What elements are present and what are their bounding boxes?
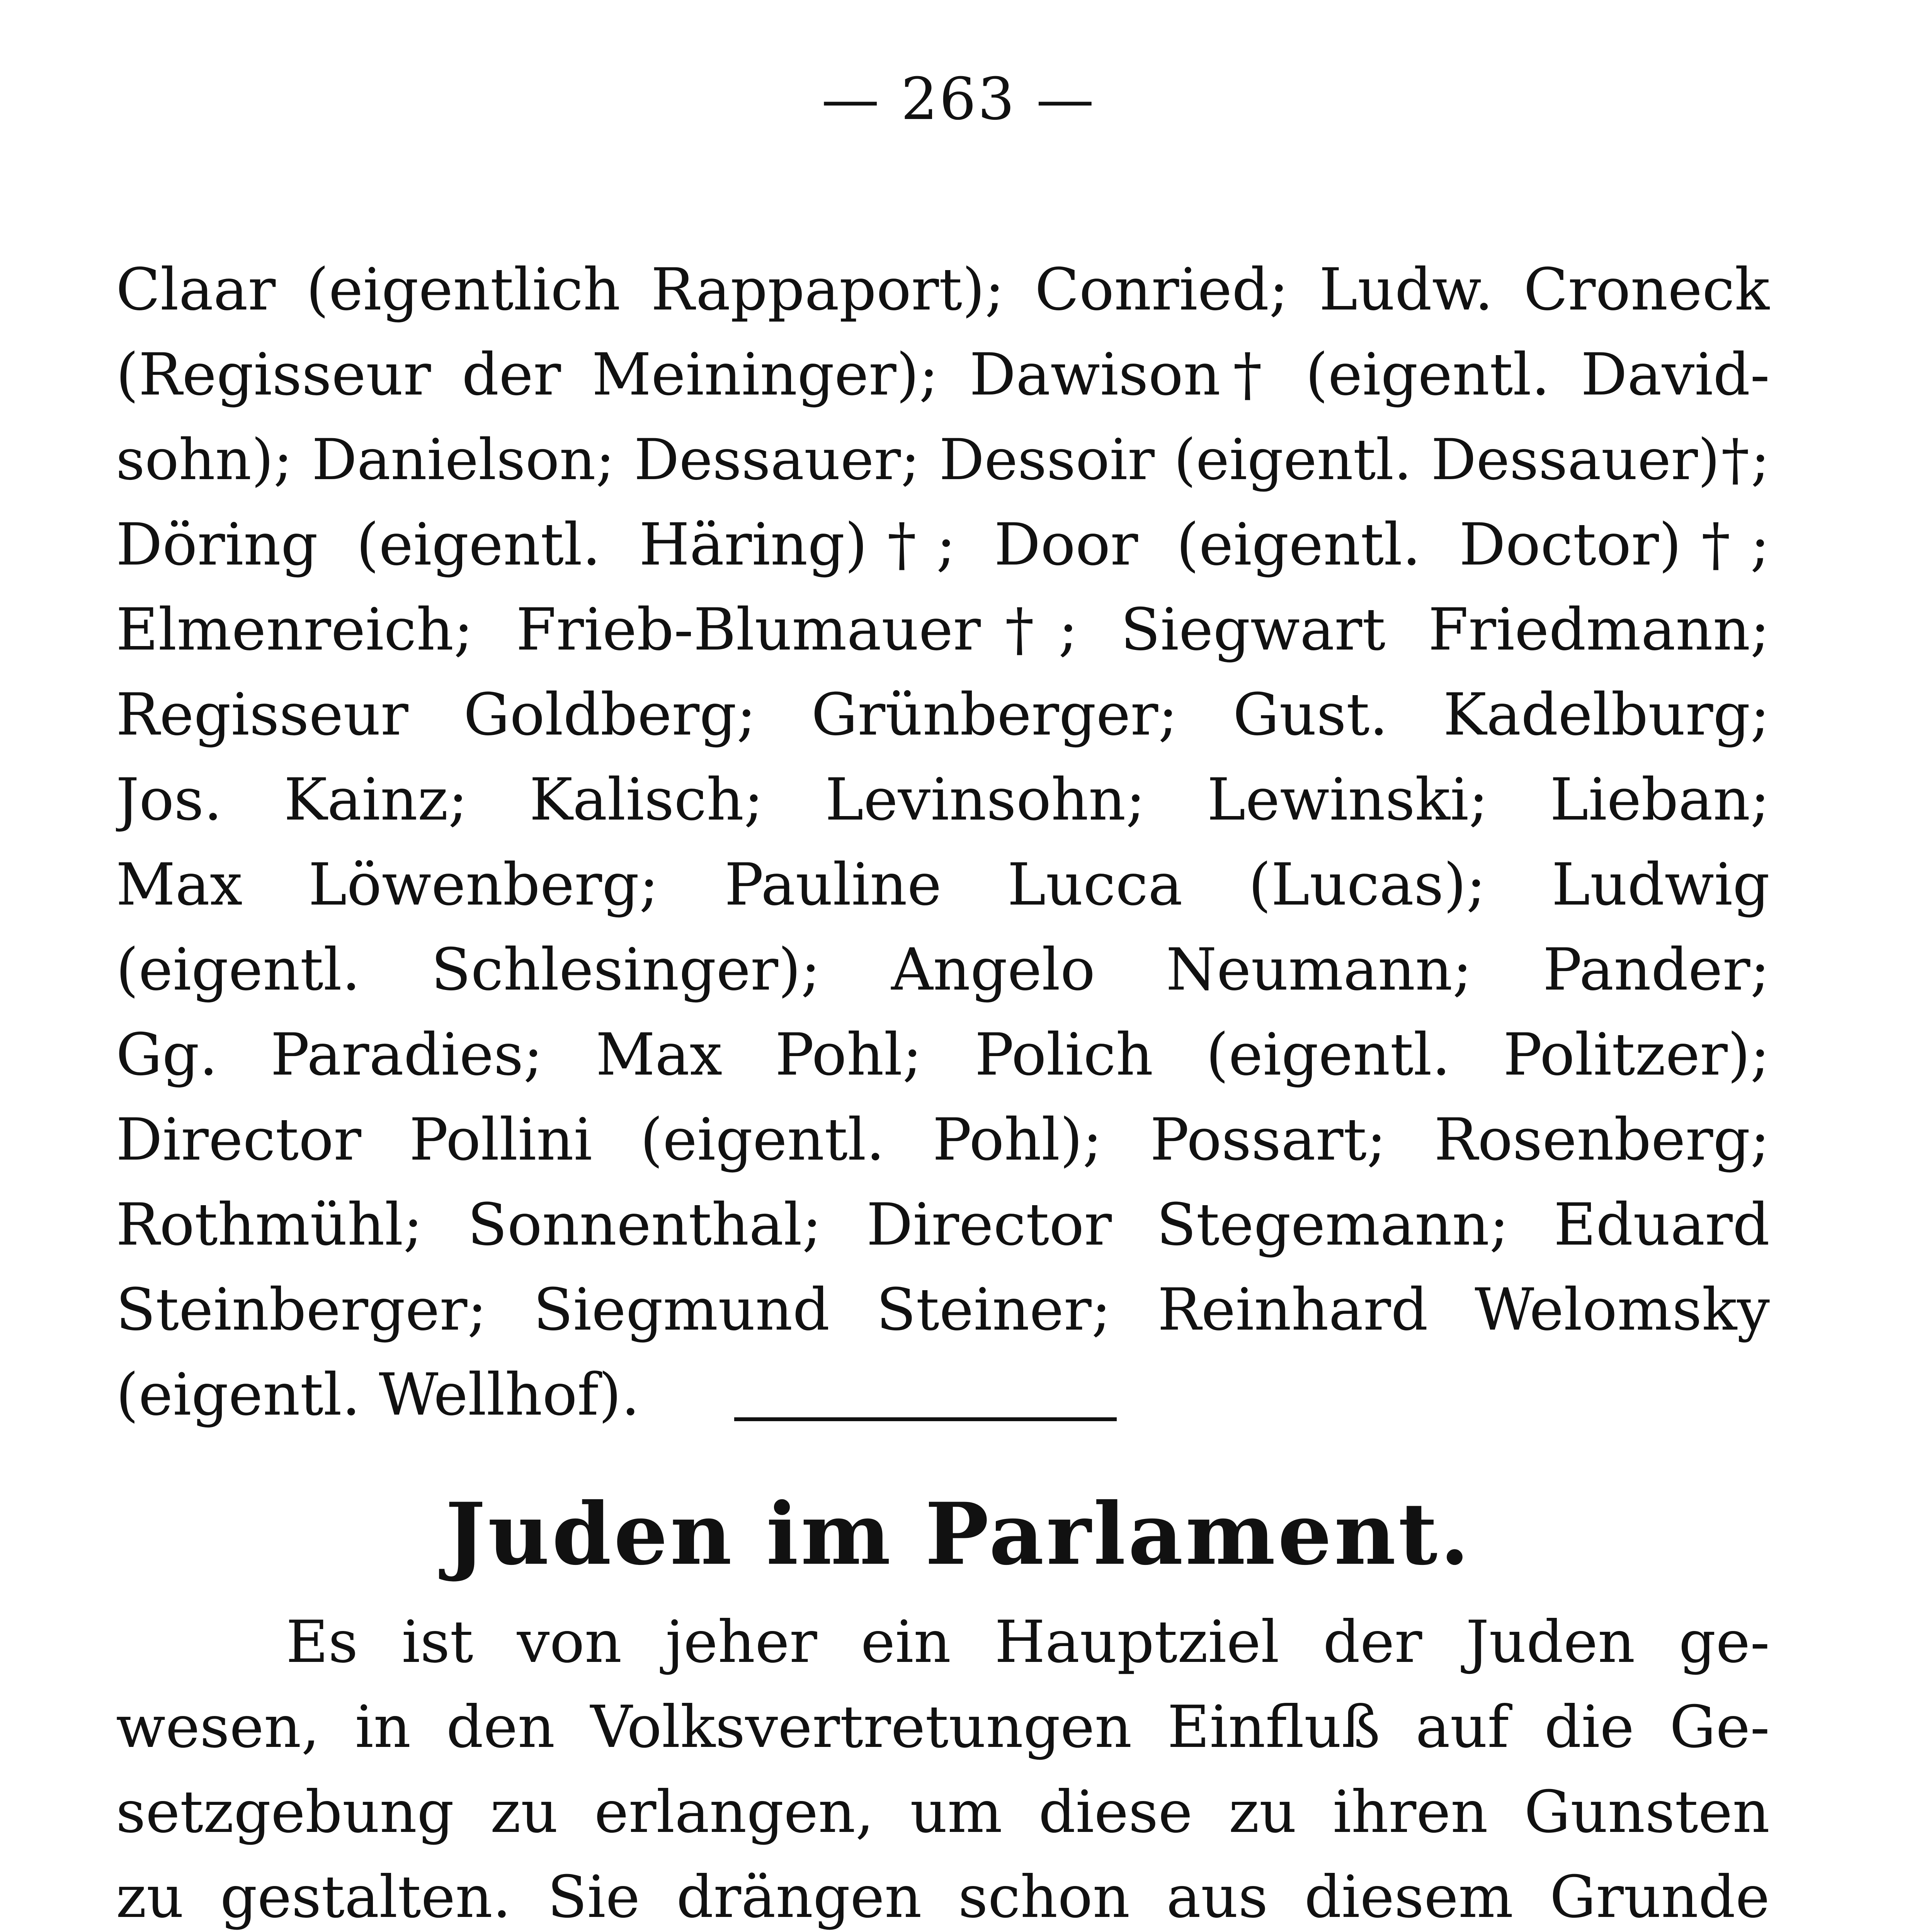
paragraph-block bbox=[116, 1600, 1770, 1932]
section-divider bbox=[734, 1417, 1117, 1421]
text-line: wesen, in den Volksvertretungen Einfluß auf die Ge- bbox=[116, 1694, 1770, 1761]
page-number: — 263 — bbox=[821, 66, 1096, 133]
text-line: Rothmühl; Sonnenthal; Director Stegemann; Eduard bbox=[116, 1191, 1770, 1259]
text-line: Director Pollini (eigentl. Pohl); Possart; Rosenberg; bbox=[116, 1106, 1770, 1173]
text-line: Jos. Kainz; Kalisch; Levinsohn; Lewinski; Lieban; bbox=[116, 766, 1770, 833]
text-line: setzgebung zu erlangen, um diese zu ihren Gunsten bbox=[116, 1779, 1770, 1846]
text-line: sohn); Danielson; Dessauer; Dessoir (eigentl. Dessauer)†; bbox=[116, 427, 1770, 493]
text-line: (Regisseur der Meininger); Dawison† (eigentl. David- bbox=[116, 341, 1770, 408]
text-line: (eigentl. Schlesinger); Angelo Neumann; Pander; bbox=[116, 936, 1770, 1003]
text-line: Claar (eigentlich Rappaport); Conried; Ludw. Croneck bbox=[116, 256, 1770, 323]
text-line: zu gestalten. Sie drängen schon aus diesem Grunde bbox=[116, 1864, 1770, 1931]
text-line: Es ist von jeher ein Hauptziel der Juden ge- bbox=[286, 1609, 1770, 1676]
text-line: Gg. Paradies; Max Pohl; Polich (eigentl. Politzer); bbox=[116, 1021, 1770, 1088]
text-line: (eigentl. Wellhof). bbox=[116, 1361, 640, 1429]
name-list-block bbox=[116, 247, 1770, 1437]
text-line: Döring (eigentl. Häring)†; Door (eigentl. Doctor)†; bbox=[116, 511, 1770, 578]
text-line: Max Löwenberg; Pauline Lucca (Lucas); Ludwig bbox=[116, 851, 1770, 918]
text-line: Regisseur Goldberg; Grünberger; Gust. Kadelburg; bbox=[116, 681, 1770, 748]
text-line: Steinberger; Siegmund Steiner; Reinhard Welomsky bbox=[116, 1276, 1770, 1344]
text-line: Elmenreich; Frieb-Blumauer†; Siegwart Friedmann; bbox=[116, 596, 1770, 663]
section-heading: Juden im Parlament. bbox=[445, 1484, 1472, 1584]
